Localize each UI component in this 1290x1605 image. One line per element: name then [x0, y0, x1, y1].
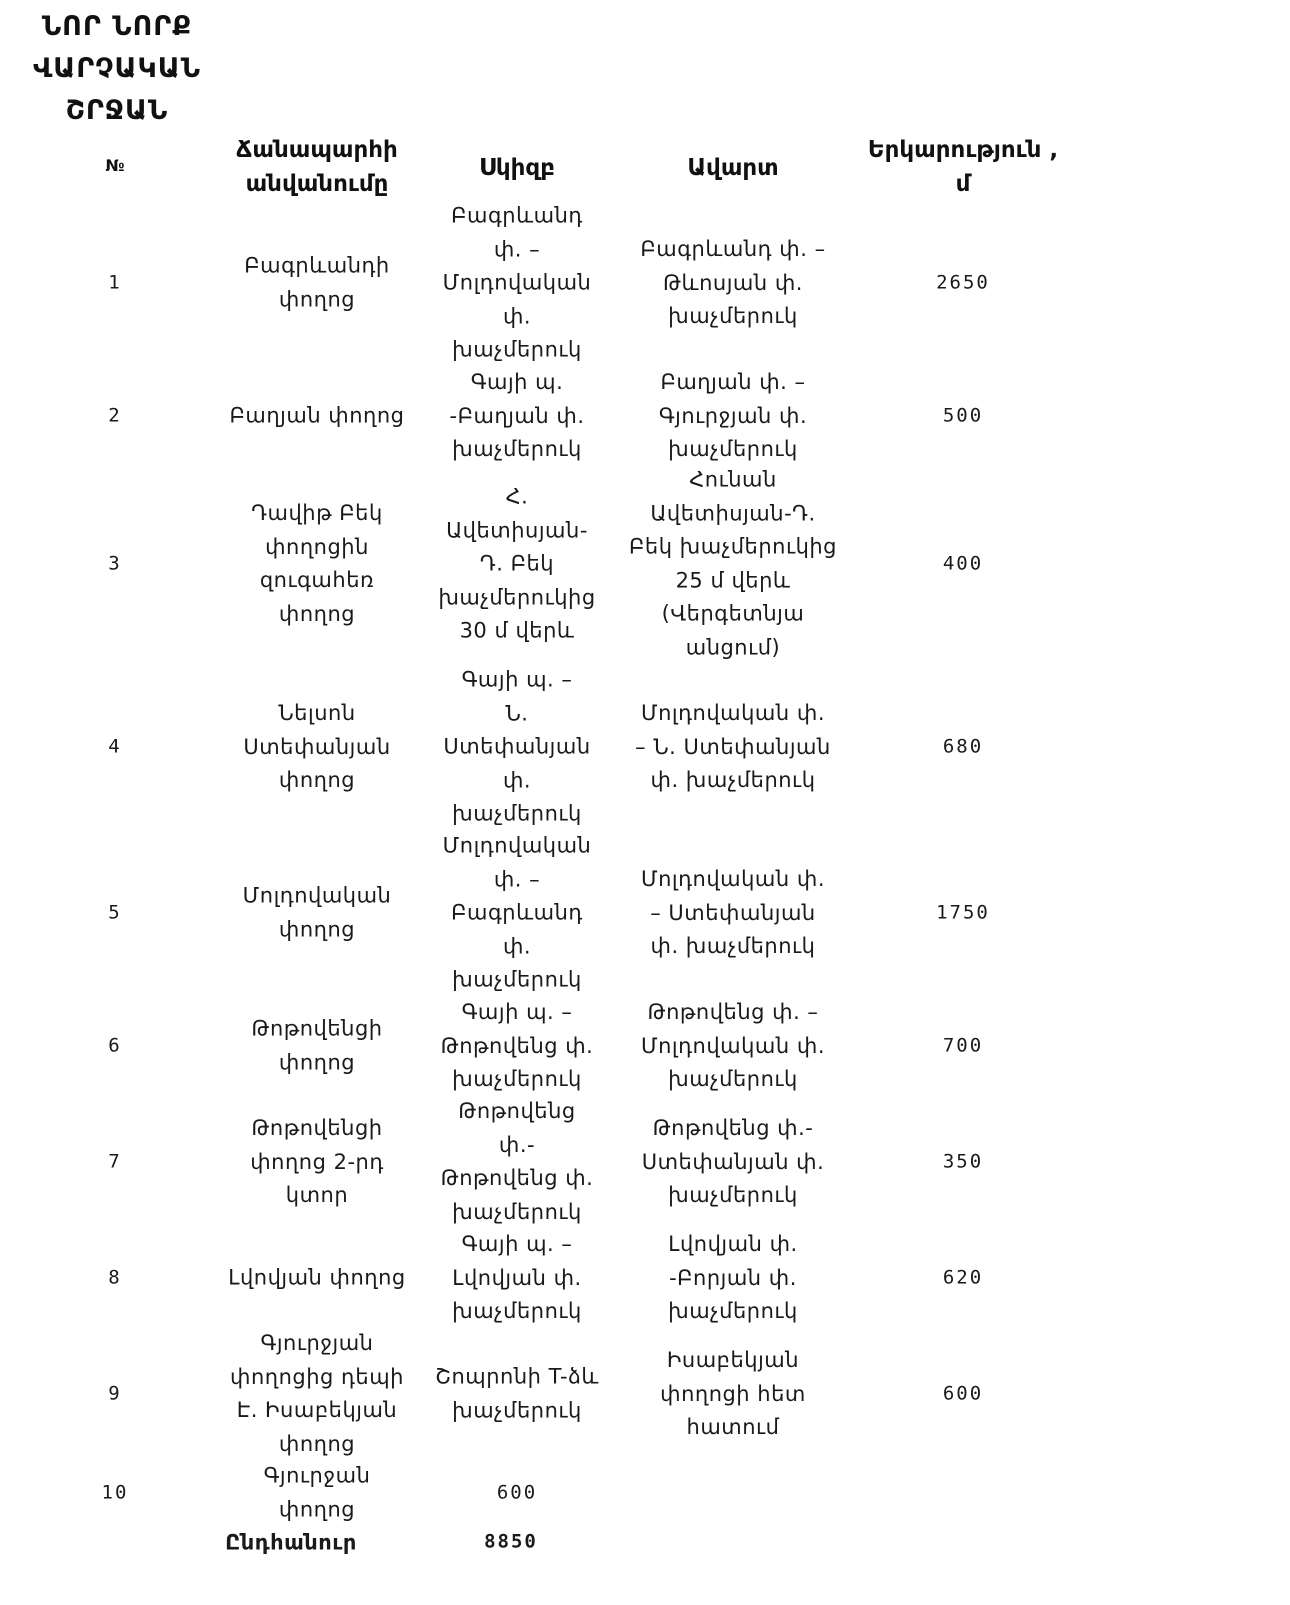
road-start-line: Հ.: [505, 484, 529, 509]
road-start-line: խաչմերուկ: [452, 1298, 582, 1323]
road-start: [441, 1095, 594, 1229]
road-start-line: փ.: [502, 767, 532, 792]
road-end-line: Մոլդովական փ.: [640, 1033, 826, 1058]
row-number: 7: [108, 1150, 122, 1173]
road-start: [435, 1361, 599, 1428]
road-end-line: Բեկ խաչմերուկից: [629, 534, 837, 559]
road-length: 400: [942, 552, 984, 575]
road-end: [660, 1344, 806, 1445]
road-end-line: խաչմերուկ: [668, 436, 798, 461]
road-start-line: -Բաղյան փ.: [449, 403, 585, 428]
road-length: 2650: [936, 271, 990, 294]
road-end: [635, 697, 831, 798]
road-name: [230, 399, 405, 433]
road-name-line: փողոց: [278, 1497, 356, 1521]
road-end-line: Մոլդովական փ.: [640, 866, 826, 891]
road-end-line: (Վերգետնյա: [661, 601, 805, 626]
total-value: 8850: [484, 1530, 538, 1553]
road-name: [244, 250, 390, 317]
road-end: [640, 233, 825, 334]
header-road-name-line: Ճանապարհի: [236, 137, 398, 163]
road-end-line: Մոլդովական փ.: [640, 700, 825, 725]
road-start-line: Բագրևանդ: [451, 203, 583, 228]
row-number: 2: [108, 404, 122, 427]
road-name-line: Բաղյան փողոց: [229, 403, 405, 428]
header-length-line: Երկարություն ,: [867, 137, 1059, 163]
header-end: Ավարտ: [687, 155, 779, 181]
district-title-line: ՆՈՐ ՆՈՐՔ: [41, 11, 193, 42]
road-end: [629, 464, 837, 665]
road-start-line: Շոպրոնի T-ձև: [435, 1364, 599, 1389]
road-end-line: Լվովյան փ.: [668, 1231, 798, 1256]
road-start-line: փ. –: [493, 236, 541, 261]
road-name: [250, 1112, 384, 1213]
header-length-line: մ: [955, 171, 971, 197]
header-road-name: [236, 133, 398, 201]
road-name-line: Գյուրջյան: [260, 1331, 374, 1355]
road-end-line: Թևոսյան փ.: [663, 270, 803, 295]
road-end: [668, 1228, 798, 1329]
road-name: [243, 697, 390, 798]
road-name-line: փողոց: [278, 287, 356, 311]
district-title-line: ՇՐՋԱՆ: [65, 95, 169, 126]
road-start-line: խաչմերուկ: [452, 1199, 582, 1224]
road-end-line: Գյուրջյան փ.: [658, 403, 808, 428]
road-start-line: Մոլդովական: [442, 833, 592, 858]
road-name-line: փողոց: [278, 1050, 356, 1074]
road-start-line: փ.-: [498, 1132, 536, 1157]
row-number: 1: [108, 271, 122, 294]
road-start-line: խաչմերուկ: [452, 967, 582, 992]
road-end-line: խաչմերուկ: [668, 303, 798, 328]
road-start-line: Թոթովենց: [458, 1099, 576, 1123]
road-end: [642, 1112, 825, 1213]
road-name-line: փողոց: [278, 767, 356, 792]
header-start: Սկիզբ: [479, 155, 555, 181]
road-start-line: Բագրևանդ: [451, 900, 583, 925]
road-name-line: փողոց 2-րդ: [250, 1149, 384, 1174]
road-name-line: Գյուրջան: [263, 1463, 371, 1488]
road-end-line: խաչմերուկ: [668, 1298, 798, 1323]
road-name-line: Բագրևանդի: [244, 253, 390, 278]
road-start: [452, 1228, 582, 1329]
road-end-line: -Բորյան փ.: [669, 1265, 797, 1290]
road-start-line: Թոթովենց փ.: [440, 1166, 594, 1190]
road-end-line: – Ստեփանյան: [650, 900, 816, 925]
road-start-line: 30 մ վերև: [459, 618, 575, 643]
road-end: [641, 863, 825, 964]
road-name: [251, 497, 383, 631]
road-length: 680: [942, 735, 984, 758]
road-name: [228, 1261, 405, 1295]
row-number: 8: [108, 1266, 122, 1289]
road-start-line: խաչմերուկից: [438, 584, 596, 609]
road-end-line: Բաղյան փ. –: [660, 369, 806, 394]
road-end-line: Թոթովենց փ. –: [647, 999, 819, 1024]
road-name-line: Թոթովենցի: [251, 1115, 383, 1140]
road-end-line: Իսաբեկյան: [666, 1347, 800, 1372]
road-name-line: փողոցին: [265, 534, 369, 559]
road-start-line: Գայի պ. –: [461, 667, 573, 692]
road-length: 620: [942, 1266, 984, 1289]
road-start-line: Գայի պ. –: [461, 1231, 573, 1256]
road-start-line: խաչմերուկ: [452, 1066, 582, 1091]
road-name-line: Մոլդովական: [242, 883, 392, 908]
road-name: [243, 880, 392, 947]
road-start-line: Լվովյան փ.: [452, 1265, 582, 1290]
road-end-line: Թոթովենց փ.-: [652, 1115, 814, 1140]
road-end-line: – Ն. Ստեփանյան: [635, 734, 831, 759]
road-start-line: փ.: [502, 933, 532, 958]
road-start-line: Թոթովենց փ.: [440, 1033, 594, 1058]
road-length: 1750: [936, 901, 990, 924]
road-name-line: փողոց: [278, 601, 356, 626]
road-start-line: խաչմերուկ: [452, 801, 582, 826]
road-end-line: փ. խաչմերուկ: [650, 933, 816, 958]
row-number: 6: [108, 1034, 122, 1057]
road-name-line: կտոր: [285, 1182, 349, 1207]
road-end-line: խաչմերուկ: [668, 1182, 798, 1207]
header-number: №: [105, 156, 125, 175]
road-name-line: Ստեփանյան: [243, 734, 391, 759]
road-name-line: Նելսոն: [278, 700, 356, 725]
road-start-line: խաչմերուկ: [452, 436, 582, 461]
row-number: 3: [108, 552, 122, 575]
road-end-line: Ստեփանյան փ.: [641, 1149, 825, 1174]
road-start-line: խաչմերուկ: [452, 337, 582, 362]
row-number: 10: [101, 1481, 129, 1504]
road-start: [443, 199, 592, 367]
road-end-line: անցում): [685, 635, 781, 659]
road-start-line: Ն.: [505, 700, 529, 725]
road-name-line: զուգահեռ: [259, 568, 375, 592]
road-length: 350: [942, 1150, 984, 1173]
road-name: [251, 1013, 382, 1080]
road-end-line: փ. խաչմերուկ: [650, 767, 816, 792]
road-length: 700: [942, 1034, 984, 1057]
road-start-line: Ստեփանյան: [443, 734, 591, 759]
road-name-line: Դավիթ Բեկ: [251, 501, 383, 525]
road-end-line: Ավետիսյան-Դ.: [650, 501, 816, 525]
road-name-line: Լվովյան փողոց: [228, 1265, 406, 1290]
road-start-line: Գայի պ.: [470, 369, 564, 394]
road-start-line: փ.: [502, 303, 532, 328]
road-length: 500: [942, 404, 984, 427]
road-end-line: Հունան: [689, 467, 777, 492]
row-number: 4: [108, 735, 122, 758]
road-name-line: փողոց: [278, 1431, 356, 1456]
road-start: [443, 663, 590, 831]
road-start-line: փ. –: [493, 866, 541, 891]
row-number: 9: [108, 1382, 122, 1405]
road-end-line: հատում: [686, 1414, 780, 1439]
road-end: [641, 996, 825, 1097]
road-name-line: փողոցից դեպի: [230, 1364, 404, 1389]
road-length: 600: [942, 1382, 984, 1405]
road-end-line: խաչմերուկ: [668, 1066, 798, 1091]
total-label: Ընդհանուր: [225, 1530, 357, 1555]
road-start: [450, 366, 585, 467]
road-start-line: Դ. Բեկ: [479, 551, 555, 576]
road-name-line: Է. Իսաբեկյան: [236, 1398, 398, 1422]
road-end: [659, 366, 807, 467]
road-start-line: Ավետիսյան-: [446, 517, 588, 542]
road-name-line: փողոց: [278, 917, 356, 941]
road-name-line: Թոթովենցի: [251, 1016, 383, 1041]
road-start: [441, 996, 594, 1097]
road-end-line: փողոցի հետ: [660, 1381, 806, 1406]
header-road-name-line: անվանումը: [245, 171, 389, 197]
road-start-line: Գայի պ. –: [461, 999, 573, 1024]
road-name: [264, 1460, 371, 1527]
road-start-line: խաչմերուկ: [452, 1398, 582, 1422]
district-title-line: ՎԱՐՉԱԿԱՆ: [32, 53, 201, 84]
district-title: [22, 6, 212, 132]
road-start: [438, 480, 595, 648]
road-name: [230, 1327, 404, 1461]
row-number: 5: [108, 901, 122, 924]
road-start-line: Մոլդովական: [442, 270, 592, 295]
header-length: [868, 133, 1058, 201]
road-start: [443, 829, 592, 997]
road-end-line: 25 մ վերև: [675, 568, 791, 592]
road-start-value: 600: [496, 1481, 538, 1504]
road-end-line: Բագրևանդ փ. –: [640, 236, 826, 261]
